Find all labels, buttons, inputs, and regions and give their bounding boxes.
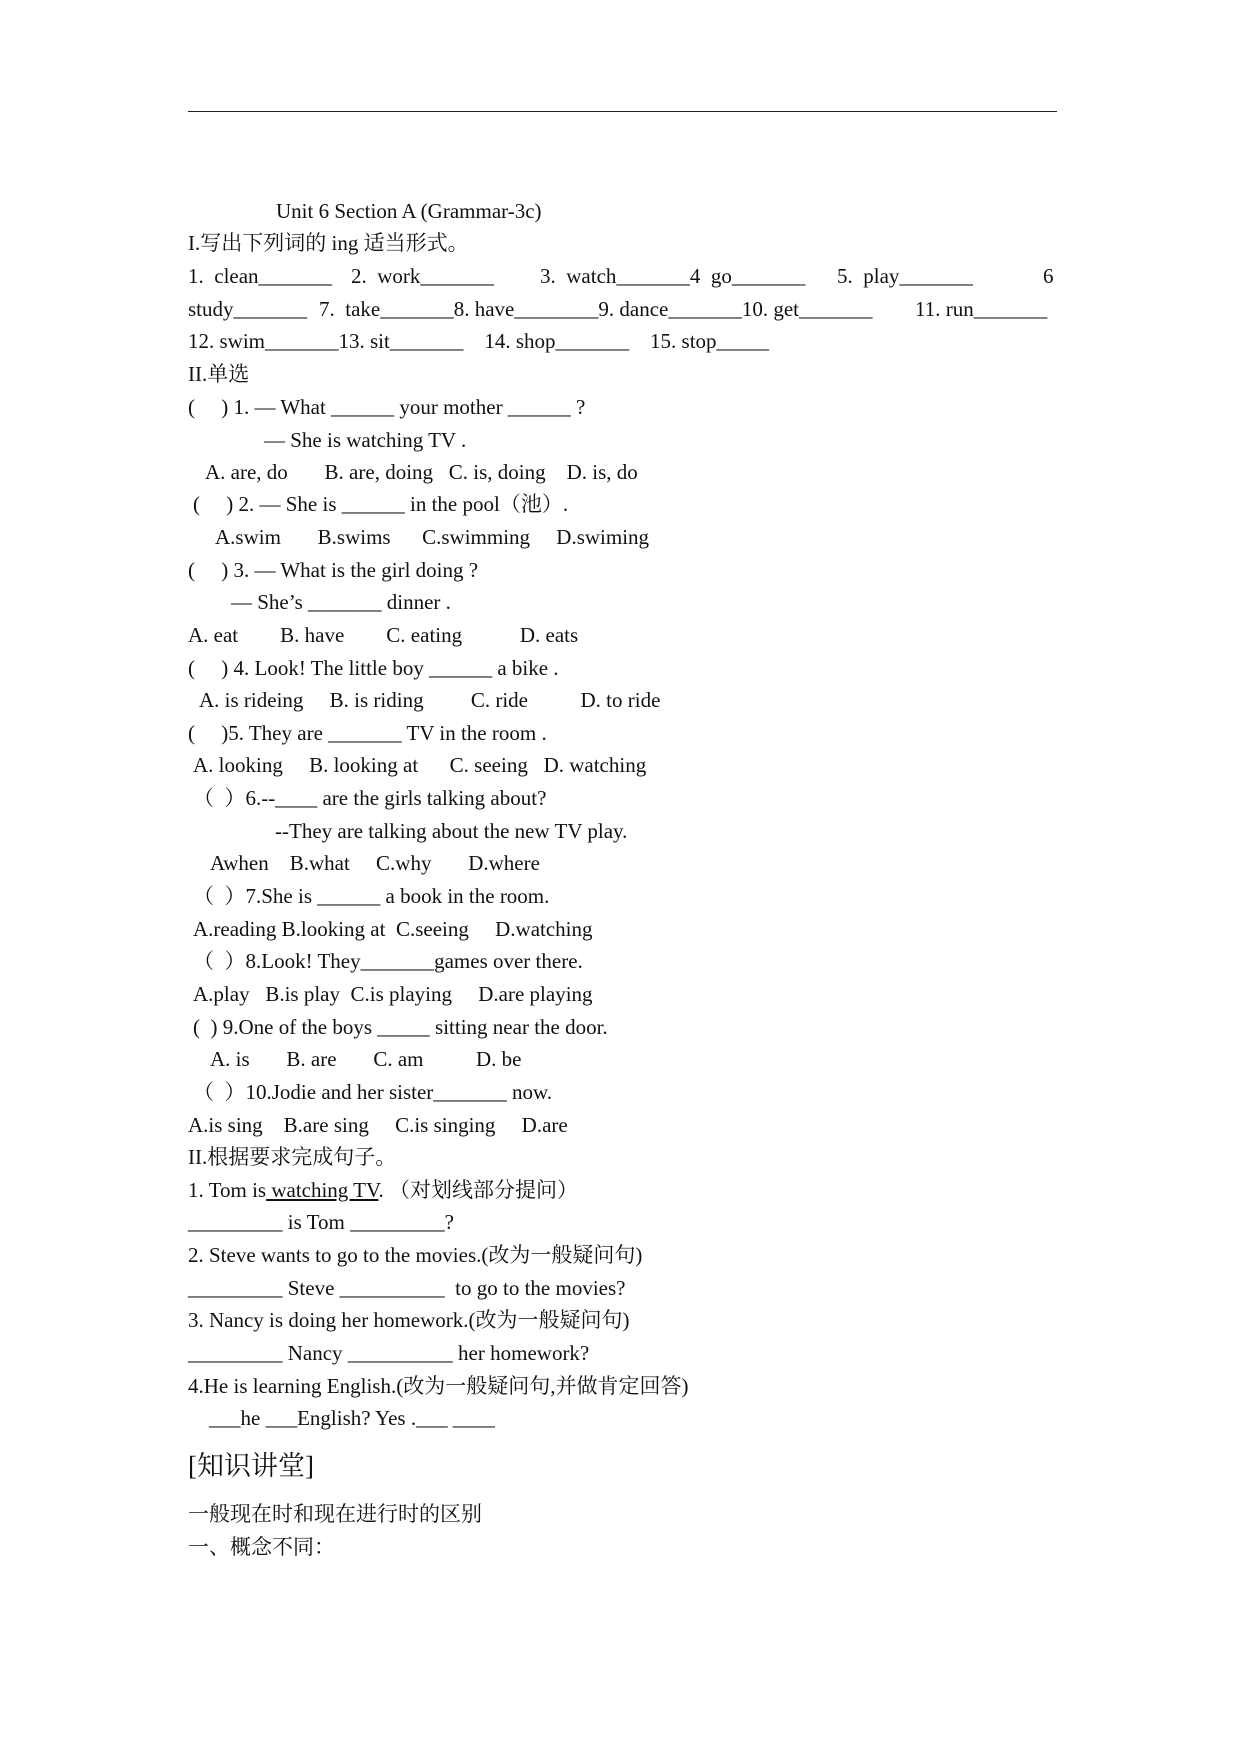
question-3: ( ) 3. — What is the girl doing ? xyxy=(188,558,479,582)
section-3-heading: II.根据要求完成句子。 xyxy=(188,1145,397,1169)
item-6: 6 xyxy=(1043,264,1054,288)
question-2: ( ) 2. — She is ______ in the pool（池）. xyxy=(193,492,569,516)
answer-line-3: — She’s _______ dinner . xyxy=(231,590,451,614)
options-1: A. are, do B. are, doing C. is, doing D. is, do xyxy=(205,460,638,484)
item-take-get: 7. take_______8. have________9. dance_______10. get_______ xyxy=(319,297,873,321)
rewrite-1-suffix: . （对划线部分提问） xyxy=(378,1178,578,1202)
section-1-row-3: 12. swim_______13. sit_______ 14. shop_______ 15. stop_____ xyxy=(188,329,770,353)
question-6: （ ）6.--____ are the girls talking about? xyxy=(193,786,547,810)
section-1-row-1 xyxy=(188,264,1057,288)
options-10: A.is sing B.are sing C.is singing D.are xyxy=(188,1113,568,1137)
rewrite-1 xyxy=(188,1178,578,1202)
question-4: ( ) 4. Look! The little boy ______ a bike . xyxy=(188,656,559,680)
rewrite-2: 2. Steve wants to go to the movies.(改为一般疑问句) xyxy=(188,1243,643,1267)
options-4: A. is rideing B. is riding C. ride D. to ride xyxy=(199,688,661,712)
options-3: A. eat B. have C. eating D. eats xyxy=(188,623,579,647)
question-5: ( )5. They are _______ TV in the room . xyxy=(188,721,547,745)
section-2-heading: II.单选 xyxy=(188,362,250,386)
page-title: Unit 6 Section A (Grammar-3c) xyxy=(276,199,542,223)
header-rule xyxy=(188,111,1057,112)
rewrite-1-answer: _________ is Tom _________? xyxy=(188,1210,454,1234)
rewrite-3-answer: _________ Nancy __________ her homework? xyxy=(188,1341,590,1365)
options-5: A. looking B. looking at C. seeing D. watching xyxy=(193,753,647,777)
section-1-heading: I.写出下列词的 ing 适当形式。 xyxy=(188,231,469,255)
question-8: （ ）8.Look! They_______games over there. xyxy=(193,949,583,973)
answer-line-1: — She is watching TV . xyxy=(264,428,467,452)
item-clean: 1. clean_______ xyxy=(188,264,333,288)
item-watch-go: 3. watch_______4 go_______ xyxy=(540,264,806,288)
options-2: A.swim B.swims C.swimming D.swiming xyxy=(215,525,650,549)
knowledge-point-1: 一、概念不同： xyxy=(188,1535,335,1559)
rewrite-4-answer: ___he ___English? Yes .___ ____ xyxy=(209,1406,495,1430)
options-8: A.play B.is play C.is playing D.are playing xyxy=(193,982,593,1006)
rewrite-3: 3. Nancy is doing her homework.(改为一般疑问句) xyxy=(188,1308,630,1332)
item-run: 11. run_______ xyxy=(915,297,1048,321)
knowledge-subtitle: 一般现在时和现在进行时的区别 xyxy=(188,1502,482,1526)
options-7: A.reading B.looking at C.seeing D.watching xyxy=(193,917,593,941)
question-1: ( ) 1. — What ______ your mother ______ ? xyxy=(188,395,586,419)
question-10: （ ）10.Jodie and her sister_______ now. xyxy=(193,1080,553,1104)
rewrite-4: 4.He is learning English.(改为一般疑问句,并做肯定回答) xyxy=(188,1374,689,1398)
question-9: ( ) 9.One of the boys _____ sitting near the door. xyxy=(193,1015,608,1039)
item-study: study_______ xyxy=(188,297,308,321)
answer-line-6: --They are talking about the new TV play. xyxy=(275,819,628,843)
rewrite-2-answer: _________ Steve __________ to go to the movies? xyxy=(188,1276,626,1300)
knowledge-heading: [知识讲堂] xyxy=(188,1451,314,1481)
rewrite-1-prefix: 1. Tom is xyxy=(188,1178,267,1202)
item-play: 5. play_______ xyxy=(837,264,973,288)
options-6: Awhen B.what C.why D.where xyxy=(210,851,540,875)
question-7: （ ）7.She is ______ a book in the room. xyxy=(193,884,550,908)
rewrite-1-underlined: watching TV xyxy=(266,1178,379,1202)
options-9: A. is B. are C. am D. be xyxy=(210,1047,522,1071)
section-1-row-2 xyxy=(188,297,1057,321)
item-work: 2. work_______ xyxy=(351,264,494,288)
